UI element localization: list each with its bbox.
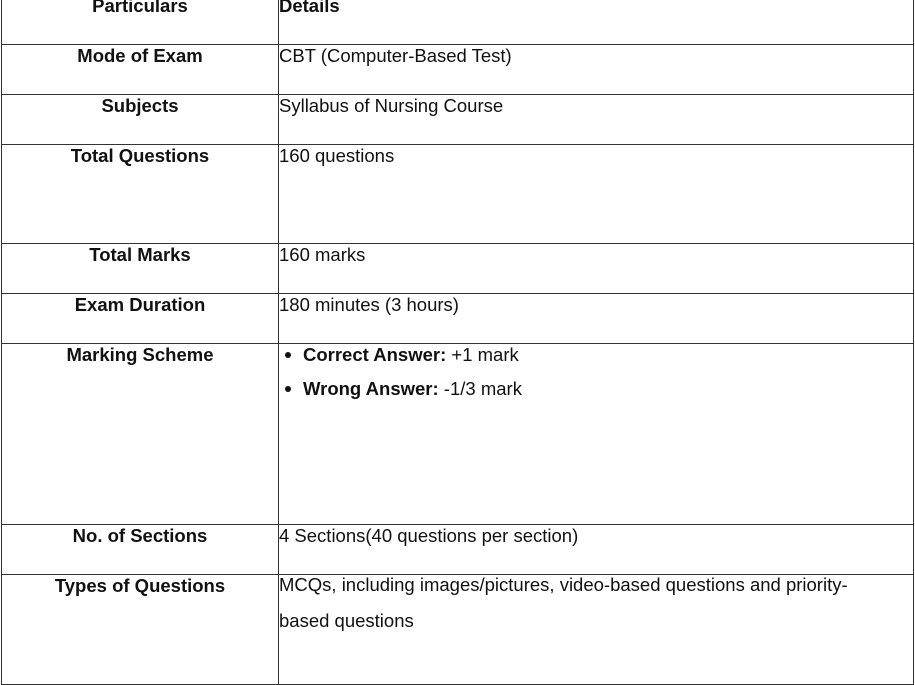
row-key: Mode of Exam [2, 45, 279, 95]
row-key: Total Questions [2, 145, 279, 244]
bullet-label: Wrong Answer: [303, 378, 439, 400]
row-value: Syllabus of Nursing Course [279, 95, 914, 145]
row-value: CBT (Computer-Based Test) [279, 45, 914, 95]
row-value: 4 Sections(40 questions per section) [279, 525, 914, 575]
row-value: 160 marks [279, 244, 914, 294]
exam-details-table [1, 0, 914, 685]
bullet-text: +1 mark [446, 344, 519, 365]
table-header-row [2, 0, 914, 45]
table-row [2, 45, 914, 95]
row-key: Subjects [2, 95, 279, 145]
row-key: Marking Scheme [2, 344, 279, 525]
table-row [2, 575, 914, 685]
table-row [2, 344, 914, 525]
table-row [2, 95, 914, 145]
row-key: Exam Duration [2, 294, 279, 344]
table-row [2, 145, 914, 244]
row-value-text: MCQs, including images/pictures, video-based questions and priority-based questions [279, 574, 848, 631]
row-key: Types of Questions [2, 575, 279, 685]
row-value: 180 minutes (3 hours) [279, 294, 914, 344]
marking-scheme-list [279, 344, 913, 400]
table-row [2, 244, 914, 294]
header-details: Details [279, 0, 914, 45]
list-item [303, 344, 913, 366]
row-value: 160 questions [279, 145, 914, 244]
bullet-label: Correct Answer: [303, 344, 447, 365]
row-key: No. of Sections [2, 525, 279, 575]
bullet-text: -1/3 mark [438, 378, 522, 400]
header-particulars: Particulars [2, 0, 279, 45]
table-row [2, 294, 914, 344]
row-key: Total Marks [2, 244, 279, 294]
list-item [303, 378, 913, 400]
row-value [279, 344, 914, 525]
row-value [279, 575, 914, 685]
